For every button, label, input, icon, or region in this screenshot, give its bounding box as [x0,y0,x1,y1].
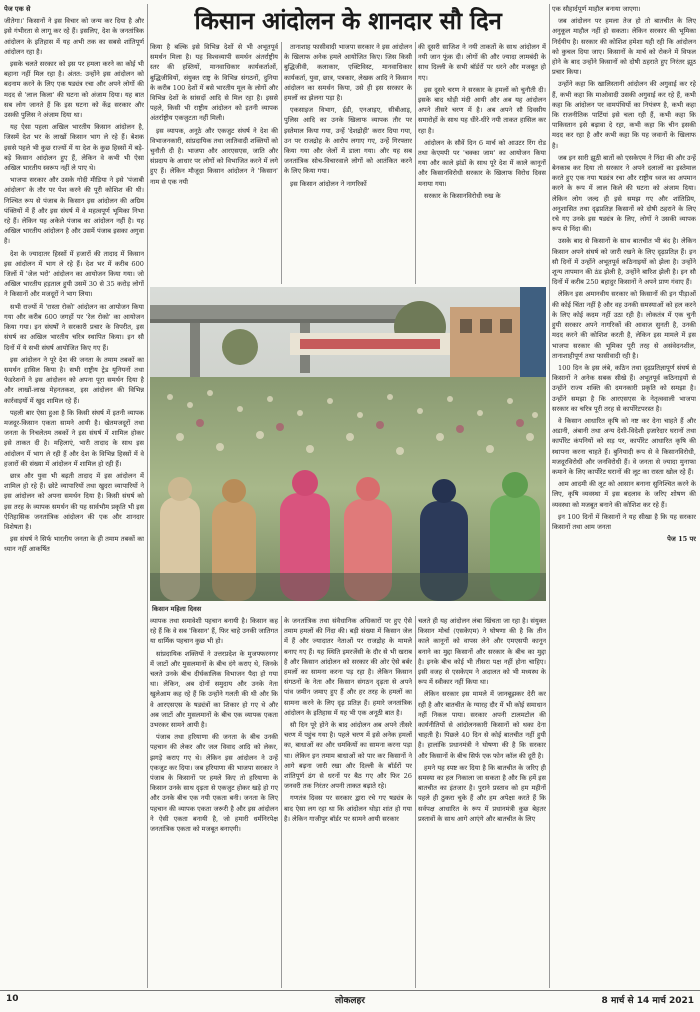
column-rule [415,616,416,988]
paragraph: वे किसान आधारित कृषि को नष्ट कर देना चाहते हैं और अडानी, अंबानी तथा अन्य देशी-विदेशी इजारेदार घरानों तथा कार्पोरेट कंपनियों को सड़ पर, कार्पोरेट आधारित कृषि की स्थापना करना चाहते हैं। बुनियादी रूप से वे किसानविरोधी, मजदूरविरोधी और जनविरोधी हैं। वे जनता से ज्यादा मुनाफा कमाने के लिए कार्पोरेट घरानों की लूट का रास्ता खोल रहे हैं। [552,416,696,476]
paragraph: 100 दिन के इस लंबे, कठिन तथा दृढ़प्रतिज्ञापूर्ण संघर्ष से किसानों ने अनेक सबक सीखे हैं। अभूतपूर्व कठिनाइयों से उन्होंने राज्य शक्ति की दमनकारी प्रकृति को समझा है। उन्होंने समझा है कि आरएसएस के नेतृत्ववाली भाजपा सरकार का चरित्र पूरी तरह से कार्पोरेटपरस्त है। [552,363,696,413]
paragraph: लेकिन सरकार इस मामले में जानबूझकर देरी कर रही है और बातचीत के ग्यारह दौर में भी कोई समाधान नहीं निकल पाया। सरकार अपनी टालमटोल की कार्यनीतियों से आंदोलनकारी किसानों को थका देना चाहती है। पिछले 40 दिन से कोई बातचीत नहीं हुयी है। हालांकि प्रधानमंत्री ने घोषणा की है कि सरकार और किसानों के बीच सिर्फ एक फोन कॉल की दूरी है। [418,690,546,760]
masthead: लोकलहर [335,996,365,1006]
paragraph: सभी राज्यों में 'रास्ता रोको' आंदोलन का आयोजन किया गया और करीब 600 जगहों पर 'रेल रोको' का आयोजन किया गया। इन संघर्षों ने सरकारी प्रचार के विपरीत, इस संघर्ष का अखिल भारतीय चरित्र स्थापित किया। इन सौ दिनों में ये सभी संघर्ष आयोजित किए गए हैं। [4,302,144,352]
paragraph: इस आंदोलन ने पूरे देश की जनता के तमाम तबकों का समर्थन हासिल किया है। सभी राष्ट्रीय ट्रेड यूनियनों तथा फेडरेशनों ने इस आंदोलन को अपना पूरा समर्थन दिया है और लाखों-लाख मेहनतकश, इस आंदोलन की विभिन्न कार्रवाइयों में खुद शामिल रहे हैं। [4,355,144,405]
paragraph: पहली बार ऐसा हुआ है कि किसी संघर्ष में इतनी व्यापक मजदूर-किसान एकता सामने आयी है। खेतमजदूरों तथा जनता के निचलेतम तबकों ने इस संघर्ष में शामिल होकर इसे ताकत दी है। महिलाएं, भारी तादाद के साथ इस आंदोलन में भाग ले रही हैं और देश के विभिन्न हिस्सों में वे हजारों की संख्या में आंदोलन में शामिल हो रही हैं। [4,408,144,468]
paragraph: भाजपा सरकार और उसके गोदी मीडिया ने इसे 'पंजाबी आंदोलन' के तौर पर पेश करने की पूरी कोशिश की थी। निश्चित रूप से पंजाब के किसान इस आंदोलन की अग्रिम पंक्तियों में हैं और इस संघर्ष में वे महत्वपूर्ण भूमिका निभा रहे हैं। लेकिन यह अकेले पंजाब का आंदोलन नहीं है। यह अखिल भारतीय आंदोलन है और उसमें पंजाब इसका अगुवा है। [4,176,144,246]
paragraph: यह ऐसा पहला अखिल भारतीय किसान आंदोलन है, जिसमें देश भर के लाखों किसान भाग ले रहे हैं। बेशक इससे पहले भी कुछ राज्यों में या देश के कुछ हिस्सों में बड़े-बड़े किसान आंदोलन हुए हैं, लेकिन वे कभी भी ऐसा अखिल भारतीय स्वरूप नहीं ले पाए थे। [4,123,144,173]
column-1 [4,4,144,988]
paragraph: तानाशाह फासीवादी भाजपा सरकार ने इस आंदोलन के खिलाफ अनेक हमले आयोजित किए। जिस किसी बुद्धिजीवी, कलाकार, एक्टिविस्ट, मानवाधिकार कार्यकर्ता, युवा, छात्र, पत्रकार, लेखक आदि ने किसान आंदोलन का समर्थन किया, उसे ही इस सरकार के हमलों का झेलना पड़ा है। [284,43,412,103]
protest-crowd-image [150,287,546,601]
paragraph: इन 100 दिनों में किसानों ने यह सीखा है कि यह सरकार किसानों तथा आम जनता [552,512,696,531]
column-3-bottom [284,616,412,988]
paragraph: जब आंदोलन पर हमला तेज हो तो बातचीत के लिए अनुकूल माहौल नहीं हो सकता। लेकिन सरकार की भूमिका निर्दयीय है। सरकार की कोशिश हमेशा यही रही कि आंदोलन को कुचल दिया जाए। किसानों के मार्च को रोकने में विफल होने के बाद उन्होंने किसानों को दोषी ठहराते हुए निरंतर झूठ प्रचार किया। [552,17,696,77]
paragraph: लेकिन इस अमानवीय सरकार को किसानों की इन पीड़ाओं की कोई चिंता नहीं है और वह उनकी समस्याओं को हल करने के लिए कोई कदम नहीं उठा रही है। लोकतंत्र में एक चुनी हुयी सरकार अपने नागरिकों की आवाज सुनती है, उनकी मदद करने की कोशिश करती है, लेकिन इस मामले में इस भाजपा सरकार की भूमिका पूरी तरह से असंवेदनशील, तानाशाहीपूर्ण तथा फासीवादी रही है। [552,290,696,360]
paragraph: सौ दिन पूरे होने के बाद आंदोलन अब अपने तीसरे चरण में पहुंच गया है। पहले चरण में इसे अनेक हमलों का, बाधाओं का और धमकियों का सामना करना पड़ा था। लेकिन इन तमाम बाधाओं को पार कर किसानों ने आगे बढ़ना जारी रखा और दिल्ली के बॉर्डरों पर शांतिपूर्ण ढंग से धरनों पर बैठ गए और फिर 26 जनवरी तक निरंतर अपनी ताकत बढ़ाते रहे। [284,721,412,791]
column-4-top [418,42,546,284]
continued-from: पेज एक से [4,5,31,13]
paragraph: गणतंत्र दिवस पर सरकार द्वारा रचे गए षड्यंत्र के बाद ऐसा लग रहा था कि आंदोलन थोड़ा शांत हो गया है। लेकिन गाजीपुर बॉर्डर पर सामने आयी सरकार [284,794,412,823]
paragraph: चलते ही यह आंदोलन लंबा खिंचता जा रहा है। संयुक्त किसान मोर्चा (एसकेएम) ने घोषणा की है कि तीन काले कानूनों को वापस लेने और एमएसपी कानून बनाने का मुद्दा किसानों और सरकार के बीच का मुद्दा है। इनके बीच कोई भी तीसरा पक्ष नहीं होना चाहिए। इसी वजह से एसकेएम ने अदालत को भी मध्यस्थ के रूप में स्वीकार नहीं किया था। [418,617,546,687]
paragraph: इसके चलते सरकार को इस पर हमला करने का कोई भी बहाना नहीं मिल रहा है। अंतत: उन्होंने इस आंदोलन को बदनाम करने के लिए एक षड्यंत्र रचा और अपने लोगों की मदद से 'लाल किला' की घटना को अंजाम दिया। यह बात सब लोग जानते हैं कि इस घटना को केंद्र सरकार और उसकी पुलिस ने अंजाम दिया था। [4,60,144,120]
column-2-bottom [150,616,278,988]
paragraph: जीतेगा।' किसानों ने इस विचार को जन्म कर दिया है और इसे गंभीरता से लागू कर रहे हैं। इसलिए, देश के जनतांत्रिक आंदोलन के इतिहास में यह अभी तक का सबसे शांतिपूर्ण आंदोलन रहा है। [4,17,144,56]
headline: किसान आंदोलन के शानदार सौ दिन [194,7,502,35]
footer-rule [0,990,700,991]
column-2-top [150,42,278,284]
paragraph: इस संघर्ष ने सिर्फ भारतीय जनता के ही तमाम तबकों का ध्यान नहीं आकर्षित [4,535,144,554]
paragraph: आम आदमी की लूट को आसान बनाना सुनिश्चित करने के लिए, कृषि व्यवस्था में इस बदलाव के जरिए शोषण की व्यवस्था को मजबूत बनाने की कोशिश कर रहे हैं। [552,480,696,509]
paragraph: इस व्यापक, अनूठे और एकजुट संघर्ष ने देश की विभाजनकारी, सांप्रदायिक तथा जातिवादी शक्तियों को चुनौती दी है। भाजपा और आरएसएस, जाति और संप्रदाय के आधार पर लोगों को विभाजित करने में लगे हुए हैं। लेकिन मौजूदा किसान आंदोलन ने 'किसान' नाम से एक नयी [150,126,278,186]
column-rule [147,4,148,988]
column-5 [552,4,696,988]
paragraph: सरकार के किसानविरोधी रुख के [424,191,501,200]
column-rule [549,4,550,988]
photo-caption: किसान महिला दिवस [152,605,202,613]
paragraph: आंदोलन के सौवें दिन 6 मार्च को आउटर रिंग रोड तथा केएमपी पर 'चक्का जाम' का आयोजन किया गया और काले झंडों के साथ पूरे देश में काले कानूनों और किसानविरोधी सरकार के खिलाफ विरोध दिवस मनाया गया। [418,138,546,188]
column-3-top [284,42,412,284]
paragraph: व्यापक तथा समावेशी पहचान बनायी है। किसान कह रहे हैं कि वे सब 'किसान' हैं, फिर चाहे उनकी जातिगत या धार्मिक पहचान कुछ भी हो। [150,617,278,646]
paragraph: एकसाइज विभाग, ईडी, एनआइए, सीबीआइ, पुलिस आदि का उनके खिलाफ व्यापक तौर पर इस्तेमाल किया गया, उन्हें 'देशद्रोही' करार दिया गया, उन पर राजद्रोह के आरोप लगाए गए, उन्हें गिरफ्तार किया गया और जेलों में डाला गया। और यह सब जनतांत्रिक सोच-विचारवाले लोगों को आतंकित करने के लिए किया गया। [284,106,412,176]
paragraph: की दूसरी साजिश ने नयी ताकतों के साथ आंदोलन में नयी जान फूंक दी। लोगों की और ज्यादा लामबंदी के साथ दिल्ली के सभी बॉर्डरों पर धरने और मजबूत हो गए। [418,43,546,82]
paragraph: उन्होंने कहा कि खालिस्तानी आंदोलन की अगुवाई कर रहे हैं, कभी कहा कि माओवादी उसकी अगुवाई कर रहे हैं, कभी कहा कि आंदोलन पर वामपंथियों का नियंत्रण है, कभी कहा कि राजनीतिक पार्टियां इसे चला रही हैं, कभी कहा कि पाकिस्तान इसे बढ़ावा दे रहा, कभी कहा कि चीन इसकी मदद कर रहा है और कभी कहा कि यह जवानों के खिलाफ है। [552,80,696,150]
column-rule [281,42,282,284]
page-number: 10 [6,994,19,1004]
continued-on: पेज 15 पर [667,535,696,544]
paragraph: जब इन सारी झूठी बातों को एसकेएम ने निंदा की और उन्हें बेनकाब कर दिया तो सरकार ने अपने दलालों का इस्तेमाल करते हुए एक नया षड्यंत्र रचा और राष्ट्रीय ध्वज का अपमान करने के रूप में लाल किले की घटना को अंजाम दिया। लेकिन लोग जल्द ही इसे समझ गए और शांतिप्रिय, अनुशासित तथा दृढ़प्रतिज्ञ किसानों को दोषी ठहराने के लिए रचे गए उनके इस षड्यंत्र के लिए, लोगों ने उसकी व्यापक रूप से निंदा की। [552,153,696,234]
paragraph: के जनतांत्रिक तथा संवैधानिक अधिकारों पर हुए ऐसे तमाम हमलों की निंदा की। बड़ी संख्या में किसान जेल में हैं और ज्यादातर नेताओं पर राजद्रोह के मामले बनाए गए हैं। यह स्थिति इमरजेंसी के दौर से भी खराब है और किसान आंदोलन को सरकार की ओर ऐसे बर्बर हमलों का सामना करना पड़ रहा है। लेकिन किसान संगठनों के नेता और किसान संगठन दृढ़ता से अपने पांव जमीन जमाए हुए हैं और हर तरह के हमलों का सामना करने के लिए दृढ़ प्रतिज्ञ हैं। हमारे जनतांत्रिक आंदोलन के इतिहास में यह भी एक अनूठी बात है। [284,617,412,717]
paragraph: किया है बल्कि इसे विभिन्न देशों से भी अभूतपूर्व समर्थन मिला है। यह विश्वव्यापी समर्थन अंतर्राष्ट्रीय स्तर की हस्तियों, मानवाधिकार कार्यकर्ताओं, बुद्धिजीवियों, संयुक्त राष्ट्र के विभिन्न संगठनों, दुनिया के करीब 100 देशों में बसे भारतीय मूल के लोगों और विभिन्न देशों के सांसदों आदि से मिल रहा है। इससे पहले, किसी भी राष्ट्रीय आंदोलन को इतनी व्यापक अंतर्राष्ट्रीय एकजुटता नहीं मिली। [150,43,278,123]
column-rule [415,42,416,284]
paragraph: एक सौहार्दपूर्ण माहौल बनाया जाएगा। [552,5,641,13]
paragraph: इस दूसरे चरण ने सरकार के हमलों को चुनौती दी। इसके बाद थोड़ी मंदी आयी और अब यह आंदोलन अपने तीसरे चरण में है। अब अपने सौ दिवसीय समारोहों के साथ यह धीरे-धीरे नयी ताकत हासिल कर रहा है। [418,85,546,135]
paragraph: पंजाब तथा हरियाणा की जनता के बीच उनकी पहचान की लेकर और जल विवाद आदि को लेकर, झगड़े कराए गए थे। लेकिन इस आंदोलन ने उन्हें एकजुट कर दिया। जब हरियाणा की भाजपा सरकार ने पंजाब के किसानों पर हमले किए तो हरियाणा के किसान उनके साथ दृढ़ता से एकजुट होकर खड़े हो गए और उनके बीच एक नयी एकता बनी। जनता के लिए पहचान की व्यापक एकता जरूरी है और इस आंदोलन ने ऐसी एकता बनायी है, जो हमारी धर्मनिरपेक्ष जनतांत्रिक एकता को मजबूत बनाएगी। [150,733,278,834]
page-footer [0,990,700,1012]
paragraph: छात्र और युवा भी बढ़ती तादाद में इस आंदोलन में शामिल हो रहे हैं। छोटे व्यापारियों तथा खुदरा व्यापारियों ने इस आंदोलन को अपना समर्थन दिया है। किसी संघर्ष को इस तरह के व्यापक समर्थन की यह सार्वभौम प्रकृति भी इस ऐतिहासिक जनतांत्रिक आंदोलन की एक और शानदार विशेषता है। [4,471,144,531]
column-4-bottom [418,616,546,988]
paragraph: इस किसान आंदोलन ने नागरिकों [290,179,367,188]
protest-photo [150,287,546,601]
paragraph: उसके बाद से किसानों के साथ बातचीत भी बंद है। लेकिन किसान अपने संघर्ष को जारी रखने के लिए दृढ़प्रतिज्ञ हैं। इन सौ दिनों में उन्होंने अभूतपूर्व कठिनाइयों को झेला है। उन्होंने शून्य तापमान की ठंड झेली है, उन्होंने बारिश झेली है। इन सौ दिनों में करीब 250 बहादुर किसानों ने अपने प्राण गंवाए हैं। [552,237,696,287]
paragraph: हमने यह स्पष्ट कर दिया है कि बातचीत के जरिए ही समस्या का हल निकाला जा सकता है और कि हमें इस बातचीत का इंतजार है। पुराने प्रस्ताव को हम महीनों पहले ही ठुकरा चुके हैं और हम अपेक्षा करते हैं कि सर्वपक्ष आधारित के रूप में प्रधानमंत्री कुछ बेहतर प्रस्तावों के साथ आगे आएंगे और बातचीत के लिए [418,763,546,823]
column-rule [281,616,282,988]
paragraph: देश के ज्यादातर हिस्सों में हजारों की तादाद में किसान इस आंदोलन में भाग ले रहे हैं। देश भर में करीब 600 जिलों में 'जेल भरो' आंदोलन का आयोजन किया गया। जो अखिल भारतीय हड़ताल हुयी उसमें 30 से 35 करोड़ लोगों ने किसानों और मजदूरों ने भाग लिया। [4,249,144,299]
issue-date: 8 मार्च से 14 मार्च 2021 [601,996,694,1006]
paragraph: सांप्रदायिक शक्तियों ने उत्तरप्रदेश के मुजफ्फरनगर में जाटों और मुसलमानों के बीच दंगे कराए थे, जिनके चलते उनके बीच दीर्घकालिक विभाजन पैदा हो गया था। लेकिन, अब दोनों समुदाय और उनके नेता खुलेआम कह रहे हैं कि उन्होंने गलती की थी और कि वे आरएसएस के षड्यंत्रों का शिकार हो गए थे और अब जाटों और मुसलमानों के बीच एक व्यापक एकता उभरकर सामने आयी है। [150,649,278,730]
